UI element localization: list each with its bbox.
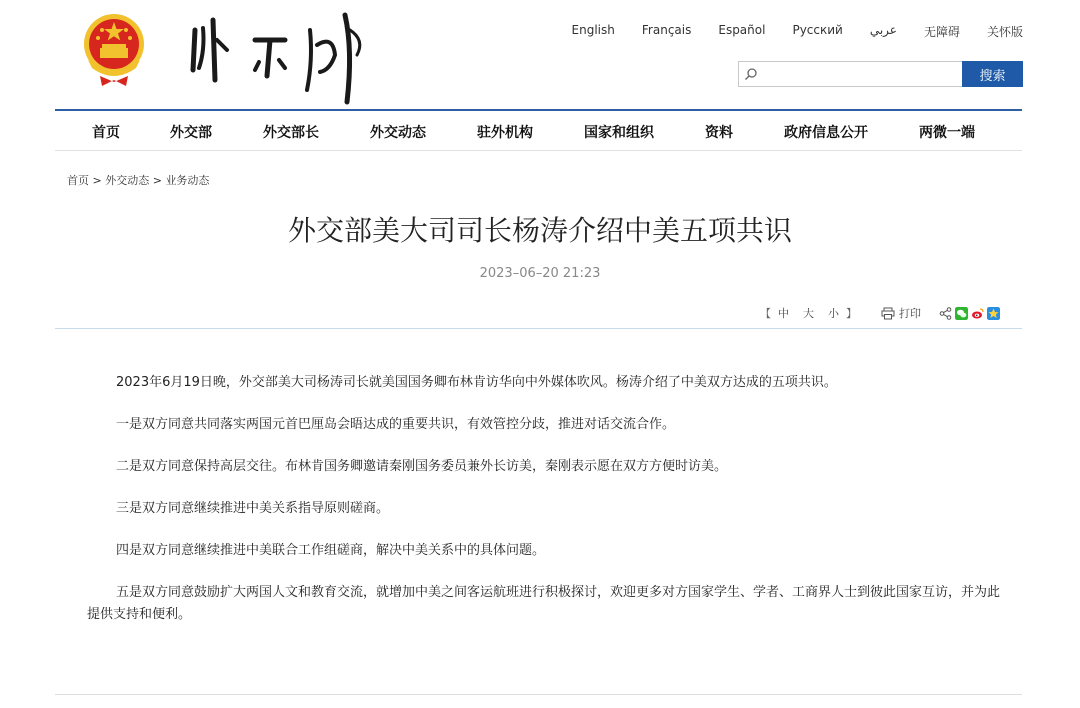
- nav-bottom-border: [55, 150, 1022, 151]
- lang-spanish-link[interactable]: Español: [718, 23, 766, 37]
- breadcrumb-home[interactable]: 首页: [67, 174, 89, 187]
- share-bar: [939, 307, 1000, 320]
- weibo-icon[interactable]: [971, 307, 984, 320]
- font-size-large[interactable]: 大: [803, 307, 814, 320]
- article-paragraph: 一是双方同意共同落实两国元首巴厘岛会晤达成的重要共识，有效管控分歧，推进对话交流合作。: [116, 417, 676, 432]
- font-size-bracket-close: 】: [846, 307, 857, 320]
- share-icon[interactable]: [939, 307, 952, 320]
- article-tools: [760, 305, 1000, 321]
- print-label: 打印: [899, 307, 921, 320]
- nav-item-ministry[interactable]: 外交部: [170, 125, 212, 141]
- article-divider: [55, 328, 1022, 329]
- article-paragraph: 二是双方同意保持高层交往。布林肯国务卿邀请秦刚国务委员兼外长访美，秦刚表示愿在双方方便时访美。: [116, 459, 728, 474]
- article-paragraph: 2023年6月19日晚，外交部美大司杨涛司长就美国国务卿布林肯访华向中外媒体吹风。杨涛介绍了中美双方达成的五项共识。: [116, 375, 837, 390]
- search-button[interactable]: 搜索: [962, 61, 1023, 87]
- article-paragraph: 三是双方同意继续推进中美关系指导原则磋商。: [116, 501, 390, 516]
- language-bar: [545, 23, 1023, 40]
- print-button[interactable]: [881, 305, 921, 321]
- national-emblem-icon[interactable]: [80, 8, 148, 88]
- site-header: [0, 0, 1080, 110]
- font-size-medium[interactable]: 中: [778, 307, 789, 320]
- article-body: [87, 372, 1007, 646]
- nav-item-news[interactable]: 外交动态: [370, 125, 426, 141]
- wechat-icon[interactable]: [955, 307, 968, 320]
- lang-russian-link[interactable]: Русский: [792, 23, 843, 37]
- search-bar: [738, 61, 1023, 87]
- search-icon: [744, 67, 758, 81]
- nav-item-minister[interactable]: 外交部长: [263, 125, 319, 141]
- main-nav: [55, 111, 1022, 151]
- accessibility-link[interactable]: 无障碍: [923, 25, 960, 39]
- font-size-small[interactable]: 小: [828, 307, 839, 320]
- lang-french-link[interactable]: Français: [641, 23, 692, 37]
- nav-item-gov-info[interactable]: 政府信息公开: [784, 125, 868, 141]
- article-paragraph: 五是双方同意鼓励扩大两国人文和教育交流，就增加中美之间客运航班进行积极探讨，欢迎更多对方国家学生、学者、工商界人士到彼此国家互访，并为此提供支持和便利。: [87, 585, 1001, 622]
- nav-item-countries[interactable]: 国家和组织: [584, 125, 654, 141]
- elderly-mode-link[interactable]: 关怀版: [986, 25, 1023, 39]
- footer-divider: [55, 694, 1022, 695]
- breadcrumb: [67, 172, 209, 188]
- breadcrumb-separator: >: [152, 174, 162, 187]
- nav-item-home[interactable]: 首页: [92, 125, 120, 141]
- article-title: 外交部美大司司长杨涛介绍中美五项共识: [287, 214, 792, 247]
- breadcrumb-news[interactable]: 外交动态: [105, 174, 150, 187]
- breadcrumb-separator: >: [92, 174, 102, 187]
- qzone-icon[interactable]: [987, 307, 1000, 320]
- nav-item-missions[interactable]: 驻外机构: [477, 125, 533, 141]
- article-paragraph: 四是双方同意继续推进中美联合工作组磋商，解决中美关系中的具体问题。: [116, 543, 546, 558]
- nav-item-social[interactable]: 两微一端: [919, 125, 975, 141]
- breadcrumb-business-news[interactable]: 业务动态: [165, 174, 210, 187]
- search-input[interactable]: [738, 61, 962, 87]
- nav-item-resources[interactable]: 资料: [705, 125, 733, 141]
- printer-icon: [881, 307, 895, 320]
- lang-english-link[interactable]: English: [571, 23, 615, 37]
- ministry-calligraphy-logo[interactable]: [185, 10, 370, 105]
- font-size-bracket-open: 【: [760, 307, 771, 320]
- lang-arabic-link[interactable]: عربي: [869, 23, 897, 37]
- article-date: 2023–06–20 21:23: [479, 266, 601, 281]
